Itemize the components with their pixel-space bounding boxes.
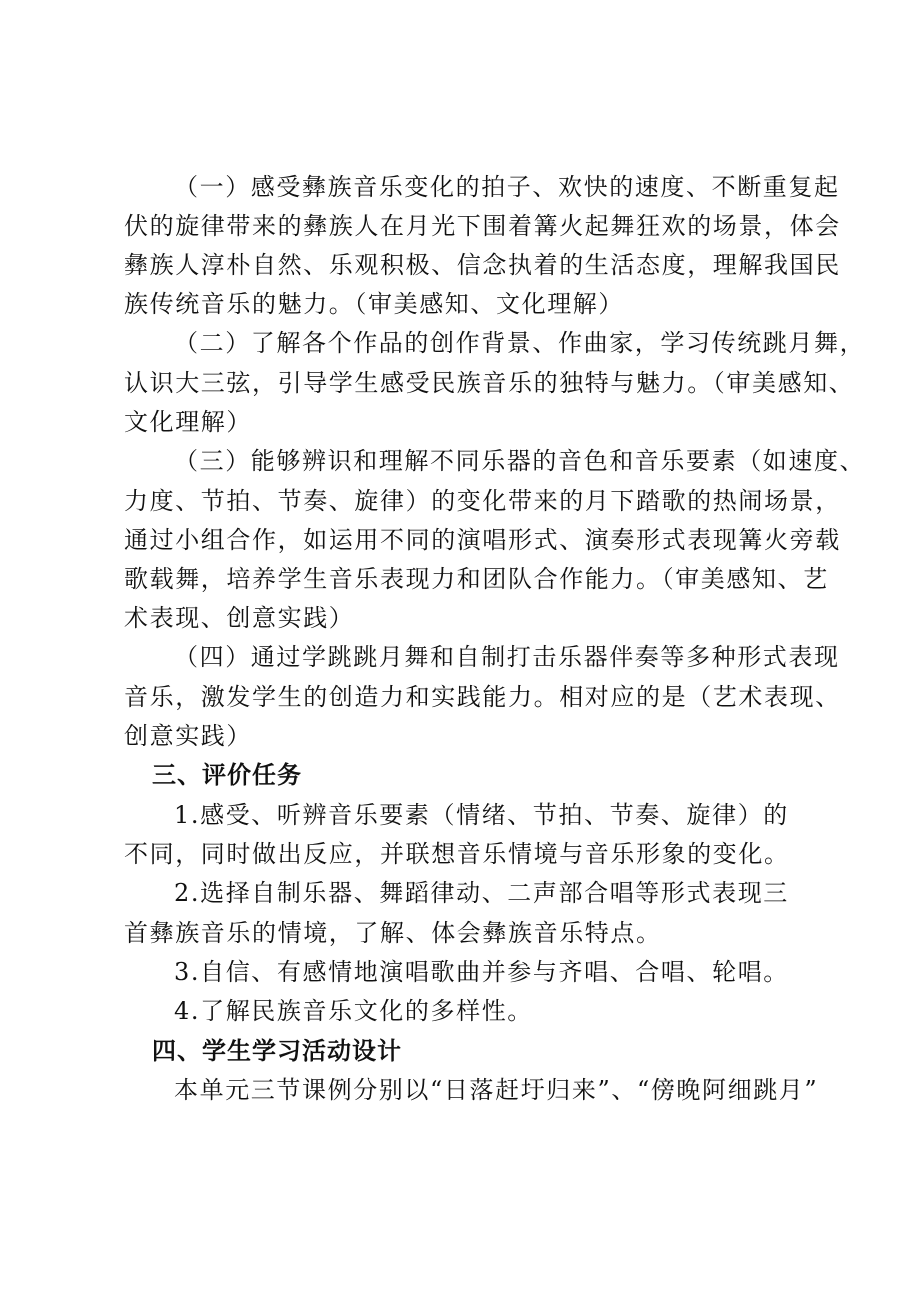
section-3-item-1-line-1: 1.感受、听辨音乐要素（情绪、节拍、节奏、旋律）的 <box>174 801 789 829</box>
paragraph-2-line-1: （二）了解各个作品的创作背景、作曲家，学习传统跳月舞， <box>174 329 866 357</box>
paragraph-2-line-3: 文化理解） <box>124 408 252 436</box>
section-3-item-2-line-1: 2.选择自制乐器、舞蹈律动、二声部合唱等形式表现三 <box>174 879 789 907</box>
paragraph-1-line-3: 彝族人淳朴自然、乐观积极、信念执着的生活态度，理解我国民 <box>124 251 841 279</box>
paragraph-1-line-4: 族传统音乐的魅力。（审美感知、文化理解） <box>124 290 624 318</box>
section-4-heading: 四、学生学习活动设计 <box>152 1037 402 1065</box>
section-3-item-1-line-2: 不同，同时做出反应，并联想音乐情境与音乐形象的变化。 <box>124 840 790 868</box>
section-3-item-4: 4.了解民族音乐文化的多样性。 <box>174 997 533 1025</box>
paragraph-1-line-2: 伏的旋律带来的彝族人在月光下围着篝火起舞狂欢的场景，体会 <box>124 212 841 240</box>
paragraph-3-line-4: 歌载舞，培养学生音乐表现力和团队合作能力。（审美感知、艺 <box>124 565 829 593</box>
paragraph-2-line-2: 认识大三弦，引导学生感受民族音乐的独特与魅力。（审美感知、 <box>124 369 855 397</box>
section-4-text: 本单元三节课例分别以“日落赶圩归来”、“傍晚阿细跳月” <box>174 1076 819 1104</box>
paragraph-4-line-2: 音乐，激发学生的创造力和实践能力。相对应的是（艺术表现、 <box>124 683 841 711</box>
paragraph-1-line-1: （一）感受彝族音乐变化的拍子、欢快的速度、不断重复起 <box>174 173 840 201</box>
section-3-heading: 三、评价任务 <box>152 761 302 789</box>
section-3-item-2-line-2: 首彝族音乐的情境，了解、体会彝族音乐特点。 <box>124 919 662 947</box>
paragraph-3-line-3: 通过小组合作，如运用不同的演唱形式、演奏形式表现篝火旁载 <box>124 526 841 554</box>
section-3-item-3: 3.自信、有感情地演唱歌曲并参与齐唱、合唱、轮唱。 <box>174 958 789 986</box>
paragraph-3-line-2: 力度、节拍、节奏、旋律）的变化带来的月下踏歌的热闹场景， <box>124 487 841 515</box>
paragraph-3-line-1: （三）能够辨识和理解不同乐器的音色和音乐要素（如速度、 <box>174 447 866 475</box>
paragraph-4-line-3: 创意实践） <box>124 722 252 750</box>
paragraph-3-line-5: 术表现、创意实践） <box>124 604 355 632</box>
paragraph-4-line-1: （四）通过学跳跳月舞和自制打击乐器伴奏等多种形式表现 <box>174 643 840 671</box>
